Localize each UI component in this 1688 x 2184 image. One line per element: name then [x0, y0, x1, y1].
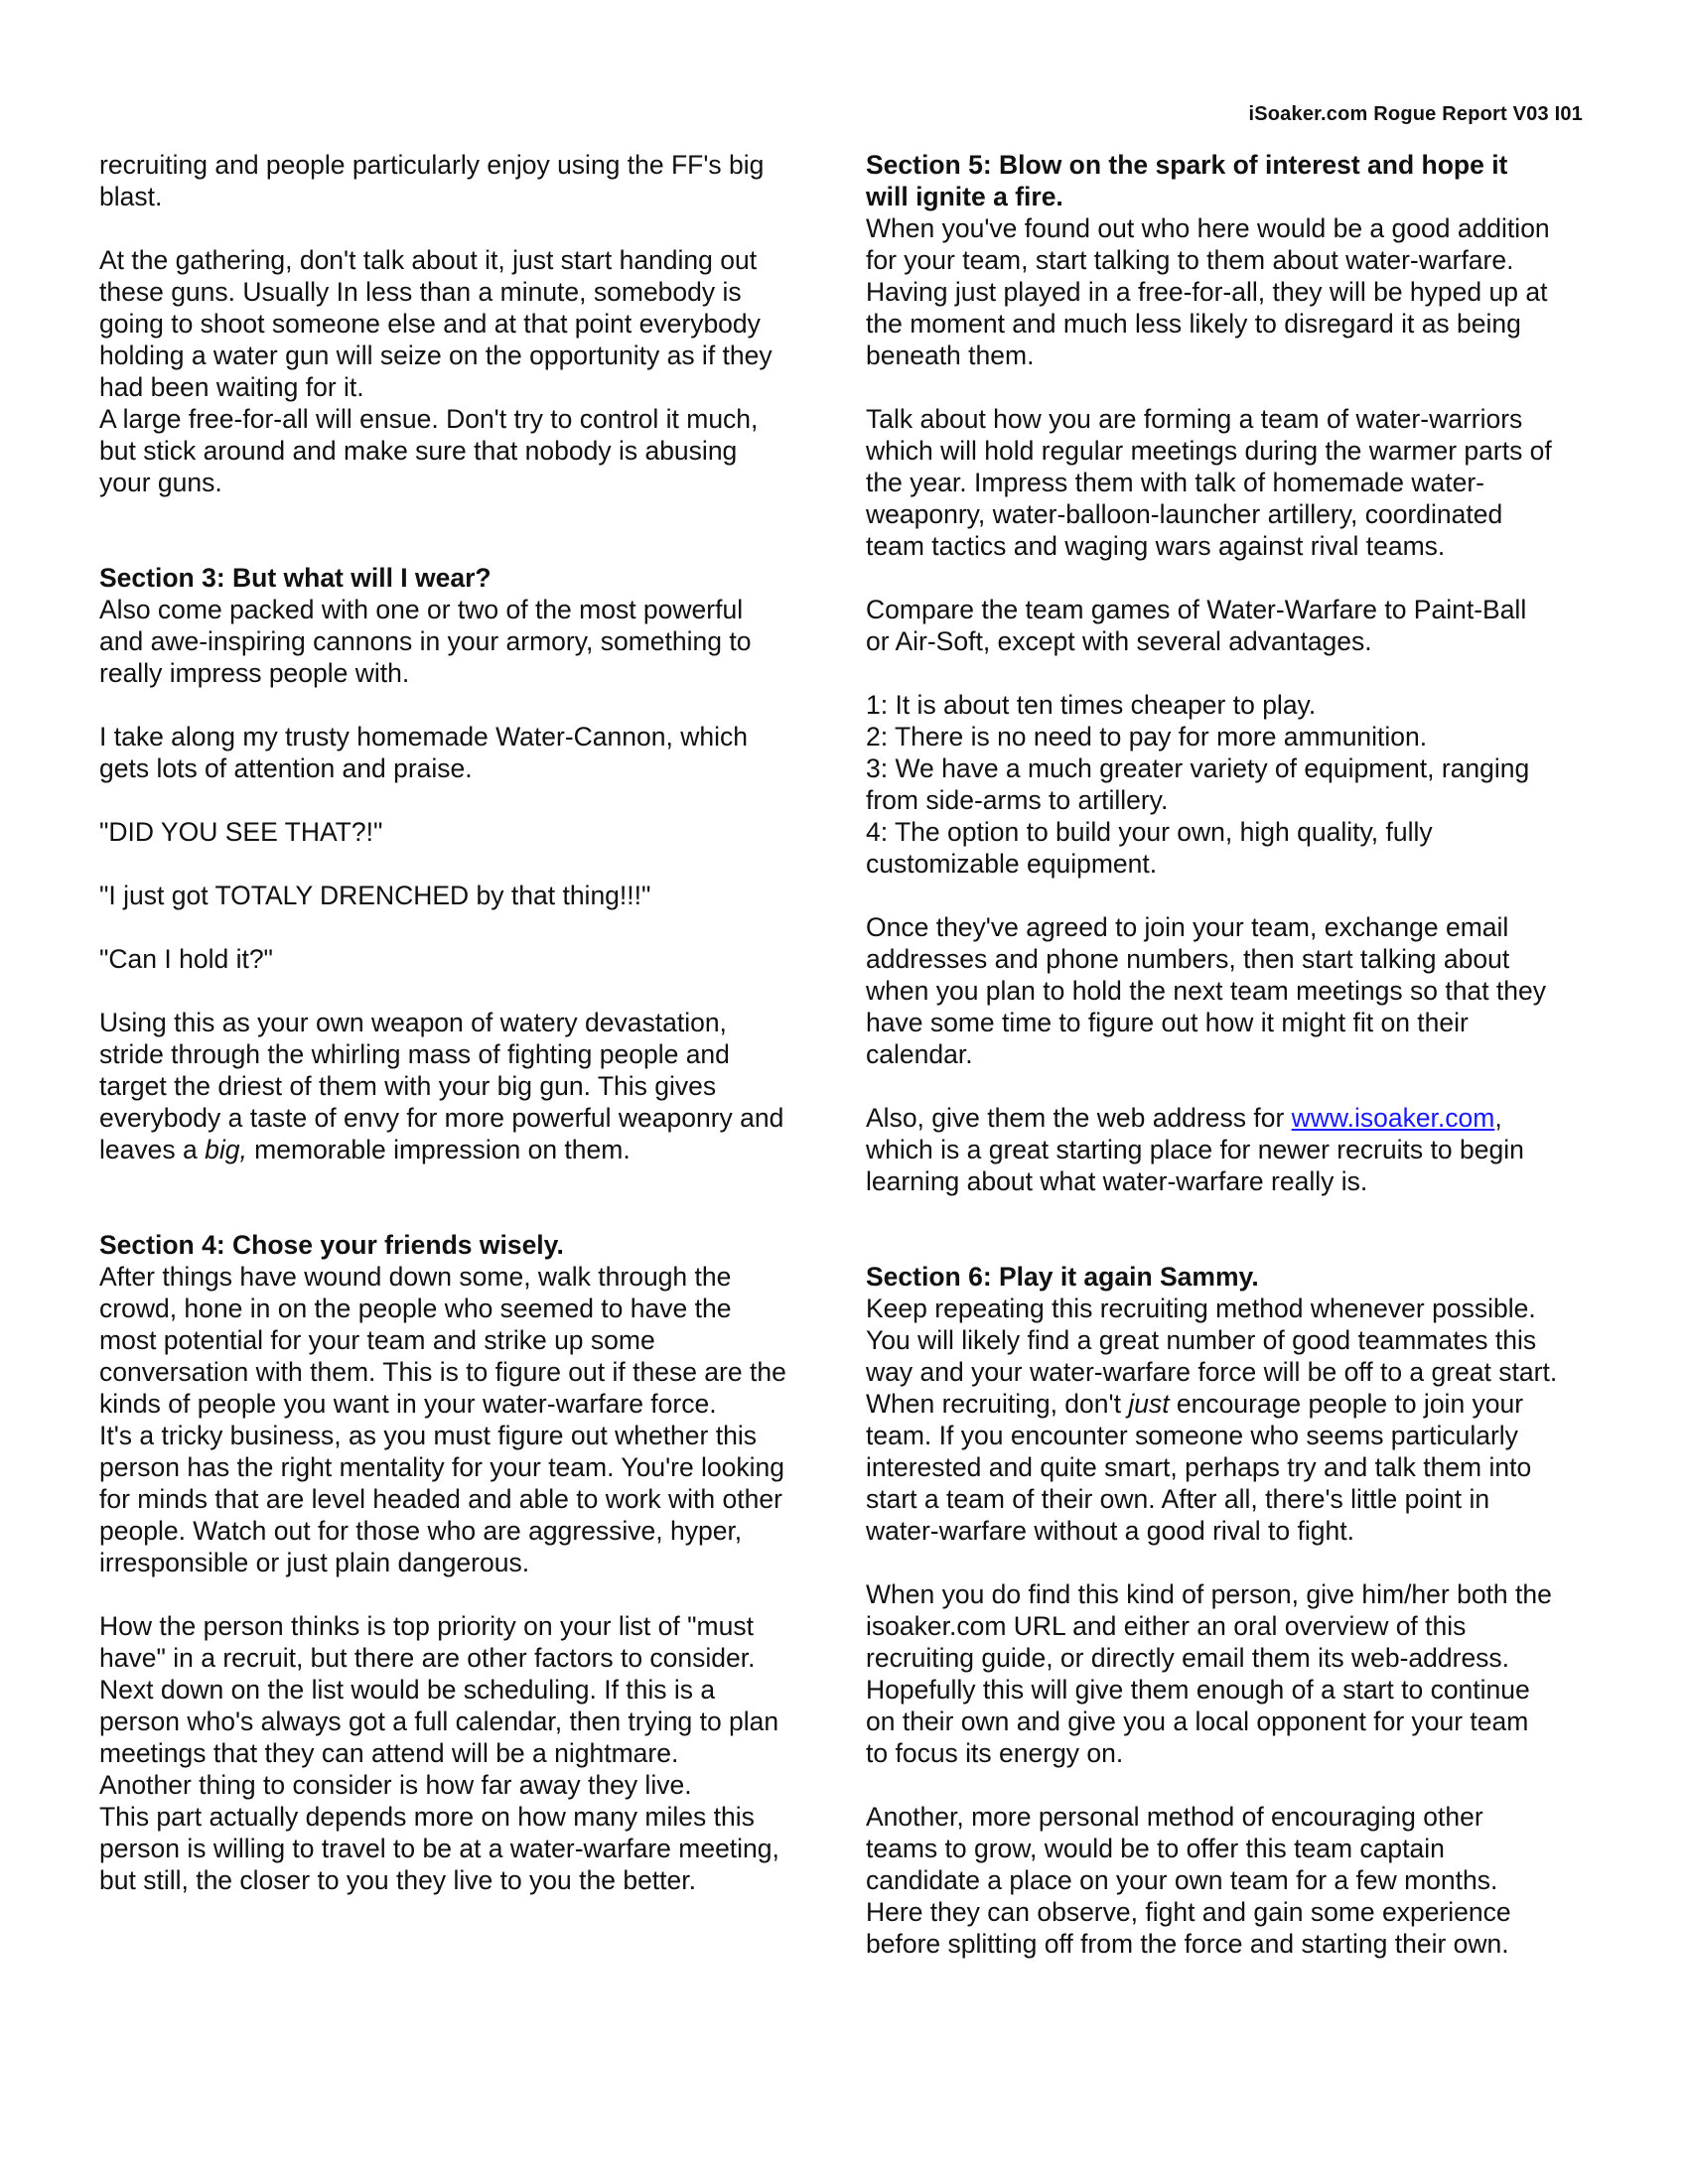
text-line: had been waiting for it.: [99, 372, 364, 402]
text-line: before splitting off from the force and starting their own.: [866, 1929, 1509, 1959]
text-line: and awe-inspiring cannons in your armory, something to: [99, 626, 752, 656]
text-line: which will hold regular meetings during the warmer parts of: [866, 436, 1552, 466]
text-line: learning about what water-warfare really is.: [866, 1166, 1368, 1196]
text-line: gets lots of attention and praise.: [99, 753, 473, 783]
text-line: person who's always got a full calendar, then trying to plan: [99, 1706, 779, 1736]
section-3-heading: Section 3: But what will I wear?: [99, 563, 492, 593]
right-column: [866, 149, 1603, 1960]
section-6-paragraph-3: [866, 1801, 1603, 1960]
text-line: stride through the whirling mass of fighting people and: [99, 1039, 730, 1069]
text-line: crowd, hone in on the people who seemed to have the: [99, 1294, 732, 1323]
left-column: [99, 149, 834, 1896]
section-5: [866, 149, 1603, 371]
list-item: customizable equipment.: [866, 849, 1158, 879]
section-4-heading: Section 4: Chose your friends wisely.: [99, 1230, 564, 1260]
text-line: candidate a place on your own team for a few months.: [866, 1865, 1498, 1895]
text-segment: memorable impression on them.: [246, 1135, 631, 1164]
advantages-list: [866, 689, 1603, 880]
text-line: person has the right mentality for your team. You're looking: [99, 1452, 785, 1482]
text-line: irresponsible or just plain dangerous.: [99, 1548, 530, 1577]
text-line: weaponry, water-balloon-launcher artillery, coordinated: [866, 499, 1503, 529]
page-header: iSoaker.com Rogue Report V03 I01: [1248, 103, 1583, 125]
text-line: Hopefully this will give them enough of a start to continue: [866, 1675, 1530, 1705]
text-line: At the gathering, don't talk about it, just start handing out: [99, 245, 758, 275]
text-line: Another thing to consider is how far away they live.: [99, 1770, 692, 1800]
text-line: When you do find this kind of person, give him/her both the: [866, 1579, 1552, 1609]
section-4-paragraph-2: [99, 1610, 834, 1896]
section-4: [99, 1229, 834, 1578]
text-segment: encourage people to join your: [1169, 1389, 1524, 1419]
text-line: start a team of their own. After all, there's little point in: [866, 1484, 1490, 1514]
quote-2: [99, 880, 834, 911]
text-line: the year. Impress them with talk of homemade water-: [866, 468, 1485, 497]
text-line: blast.: [99, 182, 163, 211]
text-line: water-warfare without a good rival to fight.: [866, 1516, 1354, 1546]
text-line: most potential for your team and strike up some: [99, 1325, 655, 1355]
text-line: team tactics and waging wars against rival teams.: [866, 531, 1446, 561]
emphasis-text: just: [1128, 1389, 1170, 1419]
text-line: recruiting and people particularly enjoy using the FF's big: [99, 150, 765, 180]
list-item: 3: We have a much greater variety of equipment, ranging: [866, 753, 1530, 783]
text-line: I take along my trusty homemade Water-Cannon, which: [99, 722, 748, 751]
text-line: When you've found out who here would be a good addition: [866, 213, 1550, 243]
text-line: person is willing to travel to be at a water-warfare meeting,: [99, 1834, 779, 1863]
isoaker-link[interactable]: www.isoaker.com: [1291, 1103, 1495, 1133]
text-line: team. If you encounter someone who seems particularly: [866, 1421, 1518, 1450]
section-5-heading-line: will ignite a fire.: [866, 182, 1063, 211]
text-segment: Also, give them the web address for: [866, 1103, 1292, 1133]
text-line: This part actually depends more on how many miles this: [99, 1802, 755, 1832]
list-item: 1: It is about ten times cheaper to play.: [866, 690, 1317, 720]
intro-paragraph-1: [99, 149, 834, 212]
text-line: way and your water-warfare force will be off to a great start.: [866, 1357, 1558, 1387]
text-line: for your team, start talking to them about water-warfare.: [866, 245, 1514, 275]
text-line: target the driest of them with your big gun. This gives: [99, 1071, 717, 1101]
text-line: [866, 1388, 1603, 1420]
text-segment: When recruiting, don't: [866, 1389, 1129, 1419]
text-line: have some time to figure out how it might fit on their: [866, 1008, 1469, 1037]
section-3-paragraph-3: [99, 1007, 834, 1165]
text-line: everybody a taste of envy for more powerful weaponry and: [99, 1103, 784, 1133]
text-line: Next down on the list would be scheduling. If this is a: [99, 1675, 716, 1705]
text-line: calendar.: [866, 1039, 973, 1069]
text-segment: leaves a: [99, 1135, 206, 1164]
text-line: but stick around and make sure that nobody is abusing: [99, 436, 738, 466]
section-5-paragraph-3: [866, 594, 1603, 657]
list-item: from side-arms to artillery.: [866, 785, 1169, 815]
text-line: the moment and much less likely to disregard it as being: [866, 309, 1521, 339]
text-line: when you plan to hold the next team meetings so that they: [866, 976, 1547, 1006]
text-line: your guns.: [99, 468, 222, 497]
text-line: Also come packed with one or two of the most powerful: [99, 595, 744, 624]
text-line: Another, more personal method of encouraging other: [866, 1802, 1483, 1832]
text-segment: ,: [1494, 1103, 1502, 1133]
text-line: kinds of people you want in your water-warfare force.: [99, 1389, 717, 1419]
section-5-paragraph-5: [866, 1102, 1603, 1197]
text-line: beneath them.: [866, 341, 1035, 370]
text-line: addresses and phone numbers, then start talking about: [866, 944, 1510, 974]
text-line: going to shoot someone else and at that point everybody: [99, 309, 761, 339]
text-line: to focus its energy on.: [866, 1738, 1124, 1768]
section-5-paragraph-2: [866, 403, 1603, 562]
text-line: interested and quite smart, perhaps try and talk them into: [866, 1452, 1532, 1482]
section-3-paragraph-2: [99, 721, 834, 784]
intro-paragraph-2: [99, 244, 834, 498]
text-line: but still, the closer to you they live to you the better.: [99, 1865, 696, 1895]
text-line: recruiting guide, or directly email them its web-address.: [866, 1643, 1510, 1673]
text-line: Having just played in a free-for-all, they will be hyped up at: [866, 277, 1548, 307]
text-line: for minds that are level headed and able to work with other: [99, 1484, 782, 1514]
text-line: holding a water gun will seize on the opportunity as if they: [99, 341, 773, 370]
text-line: really impress people with.: [99, 658, 410, 688]
text-line: on their own and give you a local opponent for your team: [866, 1706, 1529, 1736]
section-6: [866, 1261, 1603, 1547]
text-line: these guns. Usually In less than a minute, somebody is: [99, 277, 742, 307]
text-line: It's a tricky business, as you must figure out whether this: [99, 1421, 757, 1450]
text-line: [866, 1102, 1603, 1134]
text-line: have" in a recruit, but there are other factors to consider.: [99, 1643, 756, 1673]
text-line: Using this as your own weapon of watery devastation,: [99, 1008, 727, 1037]
text-line: How the person thinks is top priority on your list of "must: [99, 1611, 754, 1641]
text-line: Here they can observe, fight and gain some experience: [866, 1897, 1511, 1927]
text-line: conversation with them. This is to figure out if these are the: [99, 1357, 786, 1387]
text-line: [99, 1134, 834, 1165]
text-line: meetings that they can attend will be a nightmare.: [99, 1738, 679, 1768]
text-line: people. Watch out for those who are aggressive, hyper,: [99, 1516, 743, 1546]
text-line: Once they've agreed to join your team, exchange email: [866, 912, 1509, 942]
text-line: "Can I hold it?": [99, 944, 273, 974]
text-line: which is a great starting place for newer recruits to begin: [866, 1135, 1524, 1164]
section-6-paragraph-2: [866, 1578, 1603, 1769]
list-item: 2: There is no need to pay for more ammunition.: [866, 722, 1428, 751]
text-line: teams to grow, would be to offer this team captain: [866, 1834, 1445, 1863]
section-5-paragraph-4: [866, 911, 1603, 1070]
text-line: "DID YOU SEE THAT?!": [99, 817, 383, 847]
text-line: Talk about how you are forming a team of water-warriors: [866, 404, 1523, 434]
quote-3: [99, 943, 834, 975]
emphasis-text: big,: [205, 1135, 247, 1164]
text-line: A large free-for-all will ensue. Don't try to control it much,: [99, 404, 759, 434]
section-3: [99, 562, 834, 689]
text-line: "I just got TOTALY DRENCHED by that thing!!!": [99, 881, 651, 910]
quote-1: [99, 816, 834, 848]
text-line: isoaker.com URL and either an oral overview of this: [866, 1611, 1467, 1641]
section-5-heading-line: Section 5: Blow on the spark of interest and hope it: [866, 150, 1508, 180]
text-line: Keep repeating this recruiting method whenever possible.: [866, 1294, 1536, 1323]
text-line: You will likely find a great number of good teammates this: [866, 1325, 1537, 1355]
text-line: Compare the team games of Water-Warfare to Paint-Ball: [866, 595, 1527, 624]
text-line: After things have wound down some, walk through the: [99, 1262, 732, 1292]
list-item: 4: The option to build your own, high quality, fully: [866, 817, 1433, 847]
text-line: or Air-Soft, except with several advantages.: [866, 626, 1372, 656]
section-6-heading: Section 6: Play it again Sammy.: [866, 1262, 1259, 1292]
